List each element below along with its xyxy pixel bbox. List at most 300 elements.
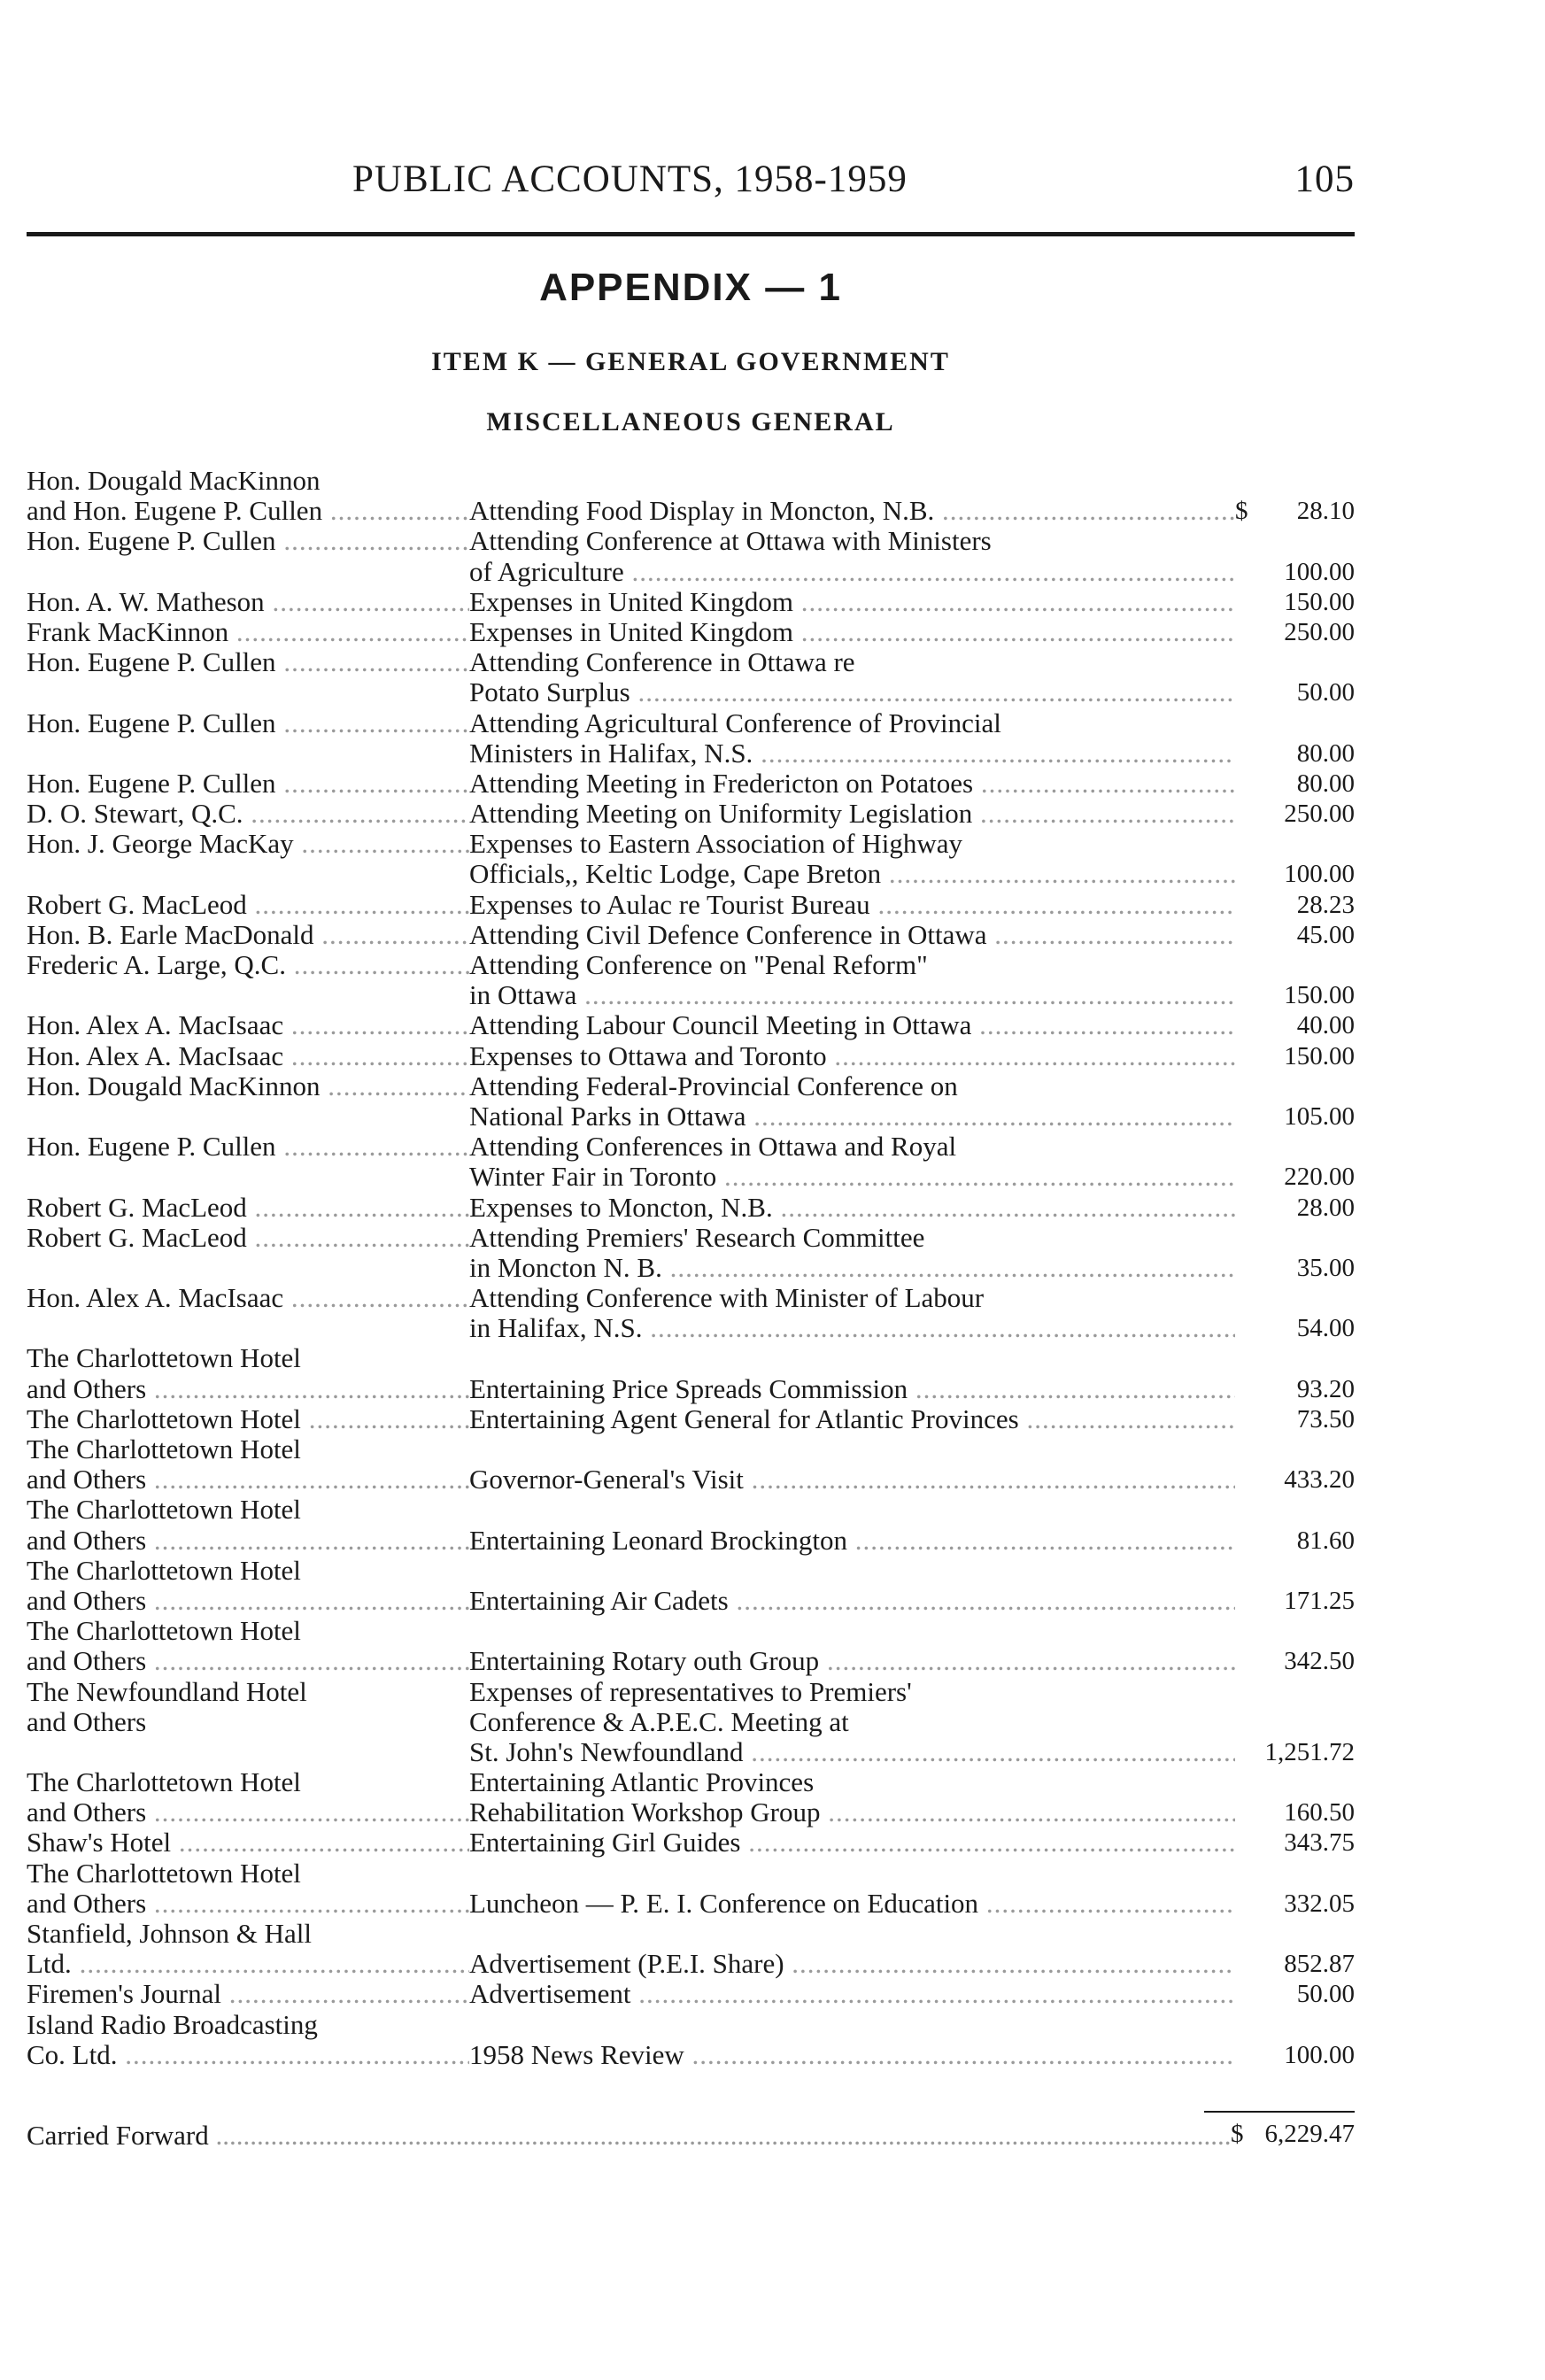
purpose-line: Attending Meeting in Fredericton on Potatoes .....: [469, 769, 1235, 799]
payee-line: Hon. J. George MacKay .....: [27, 829, 469, 859]
payee-cell: [27, 1677, 469, 1768]
total-value: 6,229.47: [1264, 2120, 1355, 2148]
ledger-entry: [27, 1071, 1355, 1132]
purpose-cell: [469, 1010, 1235, 1040]
currency-sign: $: [1235, 497, 1248, 526]
amount: [1235, 890, 1355, 920]
purpose-line: Expenses in United Kingdom .....: [469, 617, 1235, 647]
page-header: [27, 158, 1355, 211]
amount-value: 73.50: [1296, 1404, 1355, 1433]
amount: [1235, 557, 1355, 587]
payee-line: Hon. Eugene P. Cullen .....: [27, 1132, 469, 1162]
payee-line: [27, 1253, 469, 1283]
amount-cell: [1235, 920, 1355, 950]
payee-line: Hon. Alex A. MacIsaac .....: [27, 1041, 469, 1071]
purpose-line: [469, 1495, 1235, 1525]
purpose-cell: [469, 1071, 1235, 1132]
amount: [1235, 2040, 1355, 2070]
ledger-entry: [27, 1556, 1355, 1616]
amount-value: 150.00: [1284, 1041, 1355, 1070]
payee-line: and Others: [27, 1706, 147, 1737]
amount-cell: [1235, 1343, 1355, 1403]
purpose-cell: [469, 1556, 1235, 1616]
payee-cell: [27, 1979, 469, 2009]
amount-value: 220.00: [1284, 1163, 1355, 1192]
purpose-line: in Moncton N. B. .....: [469, 1253, 1235, 1283]
payee-line: The Charlottetown Hotel .....: [27, 1404, 469, 1434]
purpose-line: Officials,, Keltic Lodge, Cape Breton .....: [469, 859, 1235, 889]
amount: [1235, 1949, 1355, 1979]
purpose-cell: [469, 1767, 1235, 1828]
payee-cell: [27, 2010, 469, 2070]
page-number: 105: [1294, 158, 1355, 200]
ledger-entry: [27, 466, 1355, 526]
purpose-line: Entertaining Atlantic Provinces: [469, 1767, 815, 1798]
ledger-entry: [27, 1434, 1355, 1495]
payee-line: The Charlottetown Hotel: [27, 1616, 301, 1647]
payee-cell: [27, 1071, 469, 1132]
payee-cell: [27, 466, 469, 526]
payee-cell: [27, 1132, 469, 1192]
payee-line: Frederic A. Large, Q.C. .....: [27, 950, 469, 980]
payee-line: [27, 1737, 469, 1767]
amount: [1235, 859, 1355, 889]
purpose-line: Entertaining Price Spreads Commission .....: [469, 1374, 1235, 1404]
carried-forward-row: [27, 2120, 1355, 2152]
amount: [1235, 1041, 1355, 1071]
ledger-entry: [27, 1858, 1355, 1919]
purpose-cell: [469, 920, 1235, 950]
amount: [1235, 1737, 1355, 1767]
amount-cell: [1235, 1979, 1355, 2009]
purpose-cell: [469, 647, 1235, 707]
purpose-cell: [469, 617, 1235, 647]
amount-value: 100.00: [1284, 557, 1355, 586]
ledger-entry: [27, 920, 1355, 950]
purpose-cell: [469, 587, 1235, 617]
payee-cell: [27, 950, 469, 1010]
amount-value: 342.50: [1284, 1647, 1355, 1676]
amount-value: 332.05: [1284, 1889, 1355, 1918]
purpose-line: 1958 News Review .....: [469, 2040, 1235, 2070]
amount-cell: [1235, 1434, 1355, 1495]
amount: [1235, 1646, 1355, 1676]
purpose-line: of Agriculture .....: [469, 557, 1235, 587]
purpose-line: Rehabilitation Workshop Group .....: [469, 1797, 1235, 1828]
amount-cell: [1235, 799, 1355, 829]
header-rule: [27, 232, 1355, 236]
amount-cell: [1235, 1041, 1355, 1071]
ledger-entry: [27, 1343, 1355, 1403]
purpose-line: Entertaining Leonard Brockington .....: [469, 1526, 1235, 1556]
payee-cell: [27, 829, 469, 889]
payee-cell: [27, 647, 469, 707]
amount-cell: [1235, 1677, 1355, 1768]
payee-line: The Charlottetown Hotel: [27, 1858, 301, 1889]
payee-line: and Others .....: [27, 1374, 469, 1404]
payee-line: and Others .....: [27, 1526, 469, 1556]
payee-cell: [27, 799, 469, 829]
purpose-cell: [469, 1132, 1235, 1192]
ledger-entry: [27, 1041, 1355, 1071]
ledger-entry: [27, 769, 1355, 799]
purpose-line: Attending Premiers' Research Committee: [469, 1222, 925, 1253]
ledger-entry: [27, 1132, 1355, 1192]
amount-cell: [1235, 1010, 1355, 1040]
amount-value: 100.00: [1284, 2040, 1355, 2069]
ledger-entry: [27, 1616, 1355, 1676]
payee-line: Co. Ltd. .....: [27, 2040, 469, 2070]
payee-cell: [27, 920, 469, 950]
amount-cell: [1235, 2010, 1355, 2070]
amount-value: 852.87: [1284, 1950, 1355, 1979]
payee-cell: [27, 526, 469, 586]
amount-value: 35.00: [1296, 1253, 1355, 1282]
purpose-line: [469, 1434, 1235, 1464]
amount-value: 250.00: [1284, 800, 1355, 829]
payee-cell: [27, 1434, 469, 1495]
payee-cell: [27, 1193, 469, 1223]
amount-value: 250.00: [1284, 617, 1355, 646]
payee-cell: [27, 1556, 469, 1616]
publication-title: PUBLIC ACCOUNTS, 1958-1959: [352, 158, 908, 200]
payee-line: [27, 1101, 469, 1132]
purpose-cell: [469, 890, 1235, 920]
payee-cell: [27, 1223, 469, 1283]
total-rule: [1204, 2111, 1355, 2113]
amount: [1235, 1374, 1355, 1404]
amount: [1235, 738, 1355, 769]
payee-cell: [27, 1858, 469, 1919]
amount: [1235, 1404, 1355, 1434]
amount-value: 28.00: [1296, 1193, 1355, 1222]
amount-cell: [1235, 1193, 1355, 1223]
purpose-cell: [469, 829, 1235, 889]
payee-line: Firemen's Journal .....: [27, 1979, 469, 2009]
purpose-line: [469, 1919, 1235, 1949]
purpose-line: Expenses in United Kingdom .....: [469, 587, 1235, 617]
payee-cell: [27, 1010, 469, 1040]
amount-value: 1,251.72: [1264, 1737, 1355, 1766]
amount-value: 171.25: [1284, 1586, 1355, 1615]
amount-cell: [1235, 1404, 1355, 1434]
purpose-cell: [469, 1223, 1235, 1283]
purpose-line: Ministers in Halifax, N.S. .....: [469, 738, 1235, 769]
purpose-line: Entertaining Agent General for Atlantic Provinces .....: [469, 1404, 1235, 1434]
purpose-line: [469, 2010, 1235, 2040]
purpose-cell: [469, 950, 1235, 1010]
amount-value: 28.23: [1296, 890, 1355, 919]
purpose-cell: [469, 1858, 1235, 1919]
payee-line: [27, 980, 469, 1010]
total-currency: $: [1231, 2120, 1244, 2148]
amount-cell: [1235, 829, 1355, 889]
payee-line: The Charlottetown Hotel: [27, 1555, 301, 1586]
purpose-line: Attending Meeting on Uniformity Legislation .....: [469, 799, 1235, 829]
amount-cell: [1235, 1071, 1355, 1132]
amount-cell: [1235, 526, 1355, 586]
amount: [1235, 1526, 1355, 1556]
payee-line: Hon. A. W. Matheson .....: [27, 587, 469, 617]
amount-cell: [1235, 587, 1355, 617]
purpose-cell: [469, 466, 1235, 526]
purpose-line: Potato Surplus .....: [469, 677, 1235, 707]
payee-line: and Others .....: [27, 1464, 469, 1495]
ledger-entry: [27, 1828, 1355, 1858]
purpose-line: Attending Conference on "Penal Reform": [469, 950, 928, 980]
item-heading: ITEM K — GENERAL GOVERNMENT: [431, 347, 950, 376]
purpose-cell: [469, 1828, 1235, 1858]
payee-line: and Others .....: [27, 1586, 469, 1616]
amount-value: 160.50: [1284, 1798, 1355, 1828]
amount: [1235, 617, 1355, 647]
amount-cell: [1235, 890, 1355, 920]
purpose-cell: [469, 1616, 1235, 1676]
purpose-cell: [469, 769, 1235, 799]
payee-cell: [27, 1767, 469, 1828]
payee-line: The Charlottetown Hotel: [27, 1434, 301, 1464]
purpose-cell: [469, 1283, 1235, 1343]
amount: [1235, 1797, 1355, 1828]
amount-cell: [1235, 1919, 1355, 1979]
payee-line: [27, 859, 469, 889]
amount-cell: [1235, 1828, 1355, 1858]
amount-value: 150.00: [1284, 587, 1355, 616]
purpose-cell: [469, 1677, 1235, 1768]
purpose-line: Winter Fair in Toronto .....: [469, 1162, 1235, 1192]
ledger-entry: [27, 1404, 1355, 1434]
payee-cell: [27, 890, 469, 920]
payee-line: Robert G. MacLeod .....: [27, 890, 469, 920]
section-heading: MISCELLANEOUS GENERAL: [486, 407, 895, 437]
payee-cell: [27, 1283, 469, 1343]
amount: [1235, 799, 1355, 829]
appendix-title: APPENDIX — 1: [539, 266, 842, 309]
purpose-line: in Ottawa .....: [469, 980, 1235, 1010]
amount-value: 80.00: [1296, 738, 1355, 768]
amount-value: 50.00: [1296, 1980, 1355, 2009]
amount: [1235, 496, 1355, 526]
amount: [1235, 1253, 1355, 1283]
ledger-entry: [27, 950, 1355, 1010]
amount: [1235, 1010, 1355, 1040]
purpose-line: National Parks in Ottawa .....: [469, 1101, 1235, 1132]
purpose-cell: [469, 708, 1235, 769]
amount-cell: [1235, 617, 1355, 647]
amount-cell: [1235, 1283, 1355, 1343]
payee-cell: [27, 1495, 469, 1555]
amount-value: 45.00: [1296, 920, 1355, 949]
payee-line: Hon. Eugene P. Cullen .....: [27, 526, 469, 556]
purpose-cell: [469, 1495, 1235, 1555]
purpose-cell: [469, 799, 1235, 829]
amount-cell: [1235, 1616, 1355, 1676]
amount: [1235, 587, 1355, 617]
amount: [1235, 1162, 1355, 1192]
purpose-line: [469, 1616, 1235, 1646]
ledger-entry: [27, 708, 1355, 769]
purpose-line: Attending Conference with Minister of Labour: [469, 1283, 985, 1314]
amount: [1235, 1979, 1355, 2009]
payee-line: Robert G. MacLeod .....: [27, 1193, 469, 1223]
purpose-line: [469, 1556, 1235, 1586]
payee-line: Hon. Eugene P. Cullen .....: [27, 647, 469, 677]
purpose-line: Entertaining Girl Guides .....: [469, 1828, 1235, 1858]
payee-line: The Charlottetown Hotel: [27, 1343, 301, 1374]
amount-value: 81.60: [1296, 1526, 1355, 1555]
ledger-entry: [27, 2010, 1355, 2070]
purpose-line: Entertaining Rotary outh Group .....: [469, 1646, 1235, 1676]
payee-line: [27, 1313, 469, 1343]
amount: [1235, 1101, 1355, 1132]
amount-cell: [1235, 466, 1355, 526]
purpose-cell: [469, 526, 1235, 586]
payee-line: Hon. Dougald MacKinnon .....: [27, 1071, 469, 1101]
payee-line: Ltd. .....: [27, 1949, 469, 1979]
amount: [1235, 769, 1355, 799]
amount: [1235, 1586, 1355, 1616]
payee-line: The Charlottetown Hotel: [27, 1767, 301, 1798]
amount-cell: [1235, 769, 1355, 799]
payee-cell: [27, 617, 469, 647]
ledger-entry: [27, 890, 1355, 920]
purpose-line: Expenses to Moncton, N.B. .....: [469, 1193, 1235, 1223]
ledger-entry: [27, 1677, 1355, 1768]
payee-line: [27, 738, 469, 769]
ledger-entry: [27, 526, 1355, 586]
ledger-entry: [27, 829, 1355, 889]
payee-line: [27, 557, 469, 587]
amount-value: 93.20: [1296, 1374, 1355, 1403]
purpose-line: Attending Labour Council Meeting in Ottawa .....: [469, 1010, 1235, 1040]
purpose-line: Governor-General's Visit .....: [469, 1464, 1235, 1495]
purpose-line: [469, 466, 1235, 496]
amount-value: 105.00: [1284, 1101, 1355, 1131]
purpose-cell: [469, 1041, 1235, 1071]
payee-line: [27, 1162, 469, 1192]
purpose-line: Attending Conferences in Ottawa and Royal: [469, 1132, 957, 1163]
payee-cell: [27, 769, 469, 799]
ledger-entry: [27, 1919, 1355, 1979]
payee-line: and Others .....: [27, 1646, 469, 1676]
amount: [1235, 1828, 1355, 1858]
payee-line: D. O. Stewart, Q.C. .....: [27, 799, 469, 829]
payee-line: Hon. Eugene P. Cullen .....: [27, 769, 469, 799]
amount-value: 100.00: [1284, 860, 1355, 889]
ledger-entry: [27, 1979, 1355, 2009]
payee-cell: [27, 587, 469, 617]
purpose-line: Conference & A.P.E.C. Meeting at: [469, 1706, 849, 1737]
amount: [1235, 1464, 1355, 1495]
ledger-table: [27, 466, 1355, 2070]
amount-cell: [1235, 1132, 1355, 1192]
payee-line: Frank MacKinnon .....: [27, 617, 469, 647]
ledger-entry: [27, 617, 1355, 647]
payee-line: Hon. Alex A. MacIsaac .....: [27, 1010, 469, 1040]
amount: [1235, 1193, 1355, 1223]
amount-value: 150.00: [1284, 981, 1355, 1010]
amount-cell: [1235, 950, 1355, 1010]
payee-cell: [27, 1616, 469, 1676]
amount-cell: [1235, 1495, 1355, 1555]
purpose-line: in Halifax, N.S. .....: [469, 1313, 1235, 1343]
purpose-cell: [469, 1434, 1235, 1495]
ledger-entry: [27, 1767, 1355, 1828]
amount: [1235, 1889, 1355, 1919]
payee-line: Robert G. MacLeod .....: [27, 1223, 469, 1253]
purpose-cell: [469, 1193, 1235, 1223]
carried-forward-label: Carried Forward .....: [27, 2120, 1231, 2152]
purpose-line: Attending Conference at Ottawa with Ministers: [469, 526, 992, 557]
purpose-line: Attending Conference in Ottawa re: [469, 647, 855, 678]
payee-line: and Others .....: [27, 1889, 469, 1919]
amount-value: 50.00: [1296, 678, 1355, 707]
purpose-line: Luncheon — P. E. I. Conference on Education .....: [469, 1889, 1235, 1919]
purpose-line: Attending Food Display in Moncton, N.B. .....: [469, 496, 1235, 526]
amount-value: 80.00: [1296, 769, 1355, 798]
ledger-entry: [27, 587, 1355, 617]
purpose-cell: [469, 2010, 1235, 2070]
payee-cell: [27, 1404, 469, 1434]
payee-line: Island Radio Broadcasting: [27, 2009, 318, 2040]
carried-forward-amount: [1231, 2120, 1355, 2152]
amount-cell: [1235, 1556, 1355, 1616]
purpose-line: Attending Agricultural Conference of Provincial: [469, 707, 1001, 738]
purpose-cell: [469, 1979, 1235, 2009]
purpose-line: Attending Federal-Provincial Conference on: [469, 1070, 958, 1101]
amount-value: 40.00: [1296, 1011, 1355, 1040]
purpose-line: St. John's Newfoundland .....: [469, 1737, 1235, 1767]
payee-cell: [27, 708, 469, 769]
ledger-entry: [27, 1223, 1355, 1283]
ledger-entry: [27, 1193, 1355, 1223]
payee-line: and Hon. Eugene P. Cullen .....: [27, 496, 469, 526]
ledger-entry: [27, 799, 1355, 829]
ledger-entry: [27, 1010, 1355, 1040]
payee-cell: [27, 1919, 469, 1979]
payee-line: Stanfield, Johnson & Hall: [27, 1919, 313, 1949]
ledger-entry: [27, 1283, 1355, 1343]
amount-cell: [1235, 647, 1355, 707]
payee-line: [27, 677, 469, 707]
purpose-cell: [469, 1919, 1235, 1979]
purpose-line: Expenses to Aulac re Tourist Bureau .....: [469, 890, 1235, 920]
payee-cell: [27, 1828, 469, 1858]
purpose-line: Attending Civil Defence Conference in Ottawa .....: [469, 920, 1235, 950]
purpose-line: Advertisement (P.E.I. Share) .....: [469, 1949, 1235, 1979]
payee-line: Hon. Dougald MacKinnon: [27, 466, 321, 496]
purpose-line: [469, 1858, 1235, 1889]
purpose-line: Entertaining Air Cadets .....: [469, 1586, 1235, 1616]
payee-line: Hon. Alex A. MacIsaac .....: [27, 1283, 469, 1313]
amount: [1235, 1313, 1355, 1343]
payee-line: Shaw's Hotel .....: [27, 1828, 469, 1858]
payee-line: and Others .....: [27, 1797, 469, 1828]
amount-cell: [1235, 1223, 1355, 1283]
purpose-cell: [469, 1404, 1235, 1434]
amount-value: 433.20: [1284, 1465, 1355, 1495]
amount: [1235, 980, 1355, 1010]
payee-line: Hon. Eugene P. Cullen .....: [27, 708, 469, 738]
amount-value: 28.10: [1296, 497, 1355, 526]
payee-cell: [27, 1041, 469, 1071]
payee-cell: [27, 1343, 469, 1403]
amount-value: 54.00: [1296, 1314, 1355, 1343]
amount: [1235, 677, 1355, 707]
payee-line: Hon. B. Earle MacDonald .....: [27, 920, 469, 950]
amount-value: 343.75: [1284, 1828, 1355, 1858]
purpose-line: [469, 1343, 1235, 1373]
